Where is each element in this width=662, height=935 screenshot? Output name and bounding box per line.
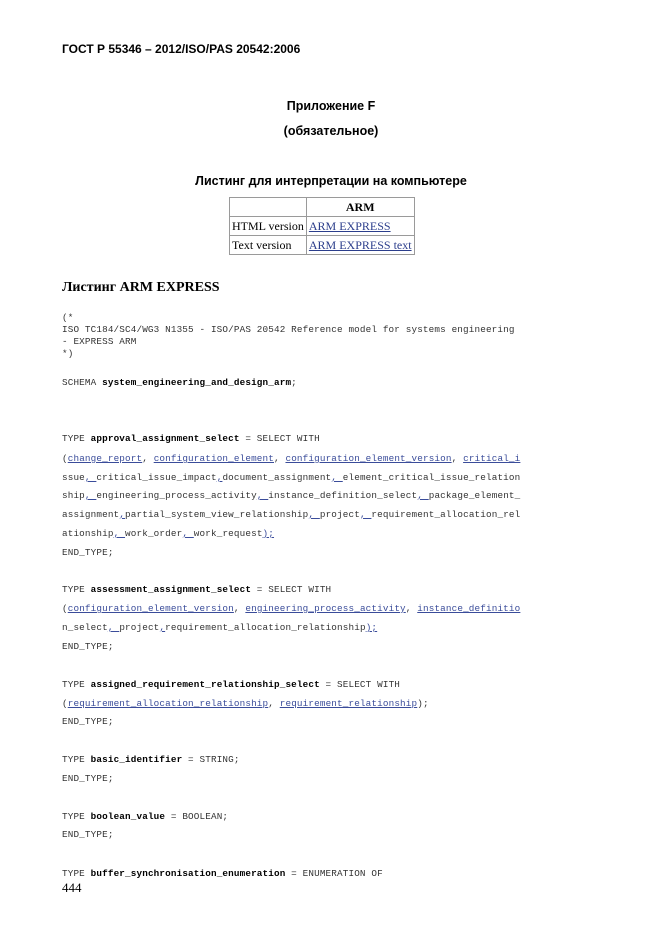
end-type: END_TYPE; xyxy=(62,829,114,840)
punct: , xyxy=(142,453,154,464)
table-empty-cell xyxy=(230,198,307,217)
punct: package_element_ xyxy=(428,490,521,501)
type-declaration xyxy=(62,433,320,444)
type-declaration xyxy=(62,868,383,879)
end-type: END_TYPE; xyxy=(62,641,114,652)
punct: element_critical_issue_relation xyxy=(342,472,521,483)
type-name: assessment_assignment_select xyxy=(90,584,252,595)
select-list-line xyxy=(62,528,274,539)
select-list-line xyxy=(62,603,520,614)
entity-link[interactable]: , xyxy=(216,472,223,483)
punct: project xyxy=(319,509,360,520)
punct: engineering_process_activity xyxy=(96,490,257,501)
entity-link[interactable]: , xyxy=(256,490,269,501)
type-name: assigned_requirement_relationship_select xyxy=(90,679,320,690)
entity-link[interactable]: engineering_process_activity xyxy=(245,603,406,614)
keyword: SCHEMA xyxy=(62,377,97,388)
table-row-label: HTML version xyxy=(230,217,307,236)
punct: requirement_allocation_relationship xyxy=(165,622,366,633)
punct: ationship xyxy=(62,528,114,539)
type-definition: = SELECT WITH xyxy=(319,679,401,690)
end-type: END_TYPE; xyxy=(62,547,114,558)
entity-link[interactable]: , xyxy=(119,509,126,520)
listing-title: Листинг для интерпретации на компьютере xyxy=(195,174,467,188)
table-cell-link xyxy=(306,236,414,255)
punct: document_assignment xyxy=(222,472,332,483)
type-definition: = STRING; xyxy=(182,754,240,765)
select-list-line xyxy=(62,453,520,464)
punct: , xyxy=(274,453,286,464)
comment-line: (* xyxy=(62,312,74,323)
table-row-label: Text version xyxy=(230,236,307,255)
select-list-line xyxy=(62,698,429,709)
keyword: TYPE xyxy=(62,868,85,879)
punct: ( xyxy=(62,453,68,464)
type-declaration xyxy=(62,584,331,595)
punct: partial_system_view_relationship xyxy=(125,509,309,520)
punct: critical_issue_impact xyxy=(96,472,217,483)
keyword: TYPE xyxy=(62,584,85,595)
punct: ssue xyxy=(62,472,85,483)
entity-link[interactable]: , xyxy=(84,472,97,483)
punct: , xyxy=(451,453,464,464)
end-type: END_TYPE; xyxy=(62,773,114,784)
type-name: approval_assignment_select xyxy=(90,433,240,444)
punct: requirement_allocation_rel xyxy=(371,509,521,520)
select-list-line xyxy=(62,472,520,483)
punct: assignment xyxy=(62,509,120,520)
type-definition: = SELECT WITH xyxy=(239,433,320,444)
entity-link[interactable]: , xyxy=(159,622,166,633)
punct: ; xyxy=(291,377,297,388)
annex-title: Приложение F xyxy=(286,99,376,113)
section-title: Листинг ARM EXPRESS xyxy=(62,280,220,295)
table-header-row xyxy=(230,198,415,217)
punct: ( xyxy=(62,603,68,614)
listing-table xyxy=(229,197,415,255)
entity-link[interactable]: , xyxy=(331,472,343,483)
entity-link[interactable]: configuration_element_version xyxy=(67,603,234,614)
select-list-line xyxy=(62,490,520,501)
table-row xyxy=(230,236,415,255)
arm-express-html-link[interactable]: ARM EXPRESS xyxy=(308,218,391,233)
keyword: TYPE xyxy=(62,754,85,765)
entity-link[interactable]: , xyxy=(84,490,97,501)
type-name: basic_identifier xyxy=(90,754,183,765)
entity-link[interactable]: requirement_allocation_relationship xyxy=(67,698,269,709)
keyword: TYPE xyxy=(62,433,85,444)
entity-link[interactable]: , xyxy=(359,509,372,520)
keyword: TYPE xyxy=(62,679,85,690)
entity-link[interactable]: , xyxy=(107,622,120,633)
entity-link[interactable]: requirement_relationship xyxy=(279,698,418,709)
entity-link[interactable]: , xyxy=(182,528,194,539)
type-name: buffer_synchronisation_enumeration xyxy=(90,868,286,879)
type-declaration xyxy=(62,754,240,765)
type-definition: = ENUMERATION OF xyxy=(285,868,383,879)
keyword: TYPE xyxy=(62,811,85,822)
punct: work_request xyxy=(193,528,263,539)
entity-link[interactable]: critical_i xyxy=(463,453,521,464)
entity-link[interactable]: , xyxy=(417,490,429,501)
comment-line: *) xyxy=(62,348,74,359)
entity-link[interactable]: configuration_element_version xyxy=(285,453,452,464)
comment-line: ISO TC184/SC4/WG3 N1355 - ISO/PAS 20542 Reference model for systems engineering xyxy=(62,324,515,335)
comment-line: - EXPRESS ARM xyxy=(62,336,137,347)
page-number: 444 xyxy=(62,880,82,895)
entity-link[interactable]: instance_definitio xyxy=(417,603,521,614)
entity-link[interactable]: , xyxy=(308,509,320,520)
annex-status: (обязательное) xyxy=(283,124,379,138)
select-list-line xyxy=(62,622,377,633)
punct: ship xyxy=(62,490,85,501)
punct: instance_definition_select xyxy=(268,490,418,501)
end-type: END_TYPE; xyxy=(62,716,114,727)
punct: work_order xyxy=(125,528,183,539)
entity-link[interactable]: change_report xyxy=(67,453,143,464)
table-cell-link xyxy=(306,217,414,236)
entity-link[interactable]: , xyxy=(113,528,126,539)
entity-link[interactable]: ); xyxy=(262,528,275,539)
document-header: ГОСТ Р 55346 – 2012/ISO/PAS 20542:2006 xyxy=(62,42,301,56)
punct: n_select xyxy=(62,622,108,633)
punct: ); xyxy=(417,698,429,709)
entity-link[interactable]: configuration_element xyxy=(153,453,274,464)
arm-express-text-link[interactable]: ARM EXPRESS text xyxy=(308,237,412,252)
punct: ( xyxy=(62,698,68,709)
type-definition: = SELECT WITH xyxy=(251,584,332,595)
schema-name: system_engineering_and_design_arm xyxy=(102,377,292,388)
type-name: boolean_value xyxy=(90,811,166,822)
entity-link[interactable]: ); xyxy=(365,622,378,633)
table-col-header: ARM xyxy=(306,198,414,217)
table-row xyxy=(230,217,415,236)
punct: , xyxy=(268,698,280,709)
select-list-line xyxy=(62,509,520,520)
schema-declaration xyxy=(62,377,297,388)
punct: , xyxy=(233,603,246,614)
punct: project xyxy=(119,622,160,633)
type-definition: = BOOLEAN; xyxy=(165,811,229,822)
type-declaration xyxy=(62,811,228,822)
type-declaration xyxy=(62,679,400,690)
punct: , xyxy=(405,603,418,614)
